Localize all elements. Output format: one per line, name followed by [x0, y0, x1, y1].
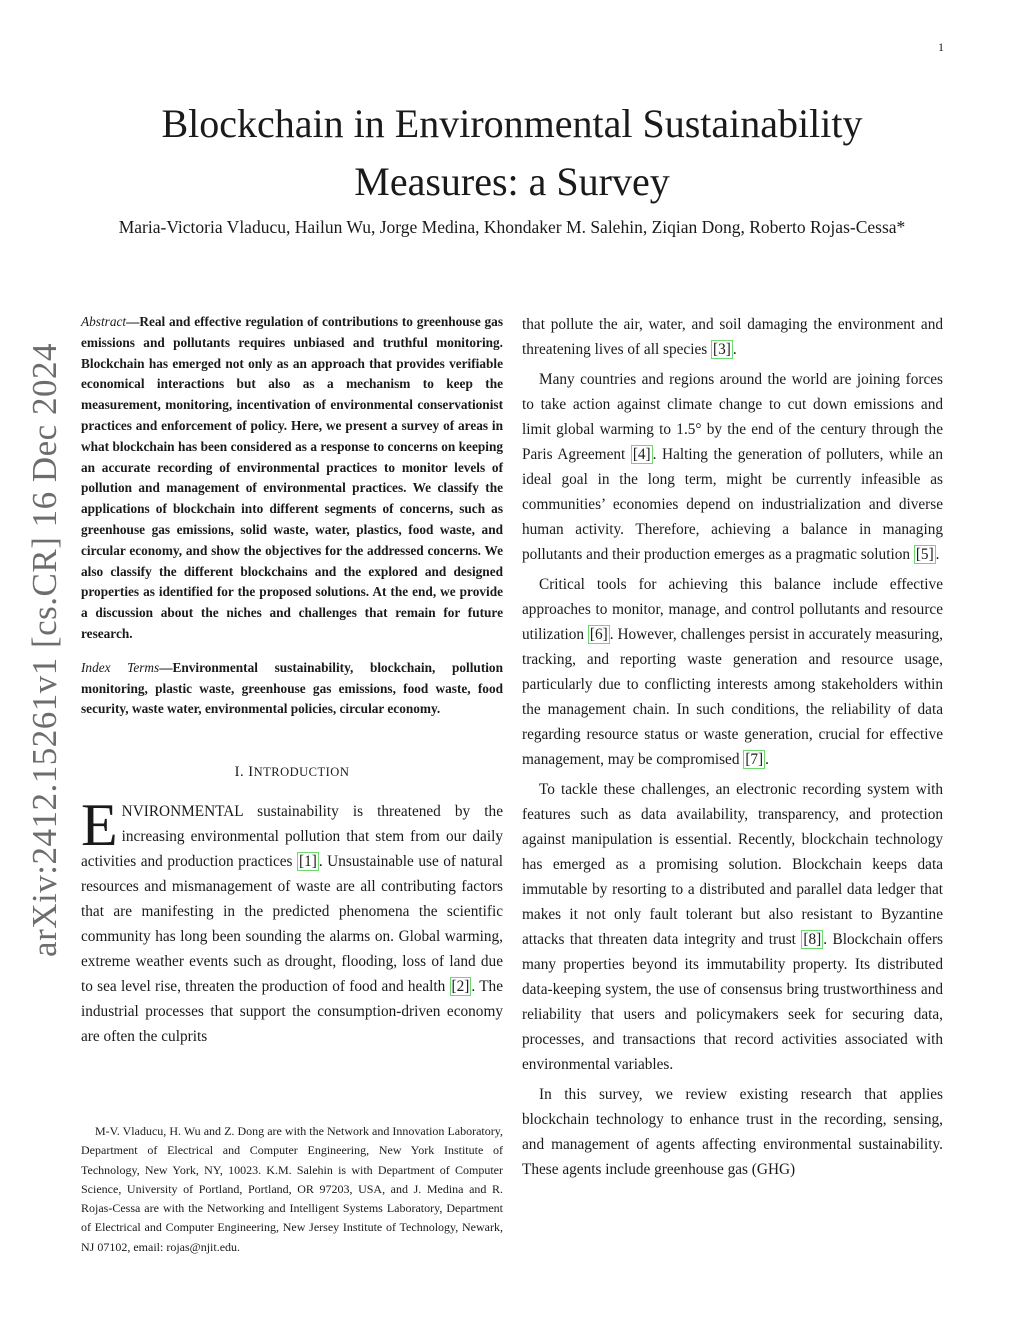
body-text: that pollute the air, water, and soil damaging the environment and threatening lives of all species [522, 316, 943, 358]
citation-link[interactable]: [3] [713, 341, 731, 358]
abstract-text: —Real and effective regulation of contributions to greenhouse gas emissions and pollutants requires unbiased and truthful monitoring. Blockchain has emerged not only as an approach that provides verifiable economical interactions but also as a mechanism to keep the measurement, monitoring, incentivation of environmental conservationist practices and enforcement of policy. Here, we present a survey of areas in what blockchain has been considered as a response to concerns on keeping an accurate recording of environmental practices to monitor levels of pollution and management of environmental practices. We classify the applications of blockchain into different segments of concerns, such as greenhouse gas emissions, solid waste, water, plastics, food waste, and circular economy, and show the objectives for the addressed concerns. We also classify the different blockchains and the explored and designed properties as identified for the proposed solutions. At the end, we provide a discussion about the niches and challenges that remain for future research. [81, 314, 503, 641]
page-number: 1 [938, 40, 944, 54]
body-text: . However, challenges persist in accurately measuring, tracking, and reporting waste generation and resource usage, particularly due to conflicting interests among stakeholders within the management chain. In such conditions, the reliability of data regarding resource status or waste generation, crucial for effective management, may be compromised [522, 626, 943, 768]
citation-link[interactable]: [1] [299, 853, 317, 871]
right-paragraph-3 [522, 572, 943, 772]
title-line-1: Blockchain in Environmental Sustainability [161, 101, 863, 146]
body-text: . [935, 546, 940, 563]
section-number: I. [234, 764, 249, 781]
citation-link[interactable]: [5] [915, 546, 934, 563]
left-column [81, 312, 503, 1049]
right-column [522, 312, 943, 1182]
right-paragraph-1 [522, 312, 943, 362]
intro-text-a: NVIRONMENTAL sustainability is threatened by the increasing environmental pollution that stem from our daily activities and production practices [81, 803, 503, 871]
citation-link[interactable]: [6] [589, 626, 608, 643]
drop-cap: E [81, 792, 118, 859]
section-rest: NTRODUCTION [253, 765, 350, 780]
arxiv-identifier[interactable]: arXiv:2412.15261v1 [cs.CR] 16 Dec 2024 [25, 343, 64, 957]
intro-paragraph-1 [81, 792, 503, 1049]
paper-title [100, 95, 924, 211]
body-text: . [732, 341, 737, 358]
body-text: . [765, 751, 769, 768]
author-list: Maria-Victoria Vladucu, Hailun Wu, Jorge Medina, Khondaker M. Salehin, Ziqian Dong, Roberto Rojas-Cessa* [118, 217, 906, 237]
citation-link[interactable]: [8] [803, 931, 822, 948]
section-first-letter: I [248, 764, 254, 781]
body-text: To tackle these challenges, an electronic recording system with features such as data availability, transparency, and protection against manipulation is essential. Recently, blockchain technology has emerged as a promising solution. Blockchain keeps data immutable by resorting to a distributed and parallel data ledger that makes it not only fault tolerant but also resistant to Byzantine attacks that threaten data integrity and trust [522, 781, 943, 948]
index-terms-text: —Environmental sustainability, blockchain, pollution monitoring, plastic waste, greenhouse gas emissions, food waste, food security, waste water, environmental policies, circular economy. [81, 659, 503, 717]
abstract [81, 312, 503, 645]
citation-link[interactable]: [4] [632, 446, 651, 463]
intro-text-c: . The industrial processes that support the consumption-driven economy are often the culprits [81, 978, 503, 1046]
intro-text-b: . Unsustainable use of natural resources and mismanagement of waste are all contributing factors that are manifesting in the predicted phenomena the scientific community has long been sounding the alarms on. Global warming, extreme weather events such as drought, flooding, loss of land due to sea level rise, threaten the production of food and health [81, 853, 503, 996]
body-text: . Blockchain offers many properties beyond its immutability property. Its distributed data-keeping system, the use of consensus bring trustworthiness and reliability that users and policymakers seek for securing data, processes, and transactions that record activities associated with environmental variables. [522, 931, 943, 1073]
body-text: . Halting the generation of polluters, while an ideal goal in the long term, might be currently infeasible as communities’ economies depend on industrialization and diverse human activity. Therefore, achieving a balance in managing pollutants and their production emerges as a pragmatic solution [522, 446, 943, 563]
right-paragraph-5: In this survey, we review existing research that applies blockchain technology to enhance trust in the recording, sensing, and management of agents affecting environmental sustainability. These agents include greenhouse gas (GHG) [522, 1086, 943, 1178]
title-line-2: Measures: a Survey [354, 159, 670, 204]
section-heading-introduction [81, 764, 503, 781]
right-paragraph-4 [522, 777, 943, 1077]
author-affiliation-footnote: M-V. Vladucu, H. Wu and Z. Dong are with the Network and Innovation Laboratory, Department of Electrical and Computer Engineering, New York Institute of Technology, New York, NY, 10023. K.M. Salehin is with Department of Computer Science, University of Portland, Portland, OR 97203, USA, and J. Medina and R. Rojas-Cessa are with the Networking and Intelligent Systems Laboratory, Department of Electrical and Computer Engineering, New Jersey Institute of Technology, Newark, NJ 07102, email: rojas@njit.edu. [81, 1124, 503, 1254]
index-terms-label: Index Terms [81, 659, 160, 675]
citation-link[interactable]: [7] [745, 751, 764, 768]
right-paragraph-2 [522, 367, 943, 567]
body-text: Critical tools for achieving this balance include effective approaches to monitor, manage, and control pollutants and resource utilization [522, 576, 943, 643]
abstract-label: Abstract [81, 314, 127, 329]
body-text: Many countries and regions around the world are joining forces to take action against climate change to cut down emissions and limit global warming to 1.5° by the end of the century through the Paris Agreement [522, 371, 943, 463]
index-terms [81, 658, 503, 720]
citation-link[interactable]: [2] [451, 978, 470, 996]
